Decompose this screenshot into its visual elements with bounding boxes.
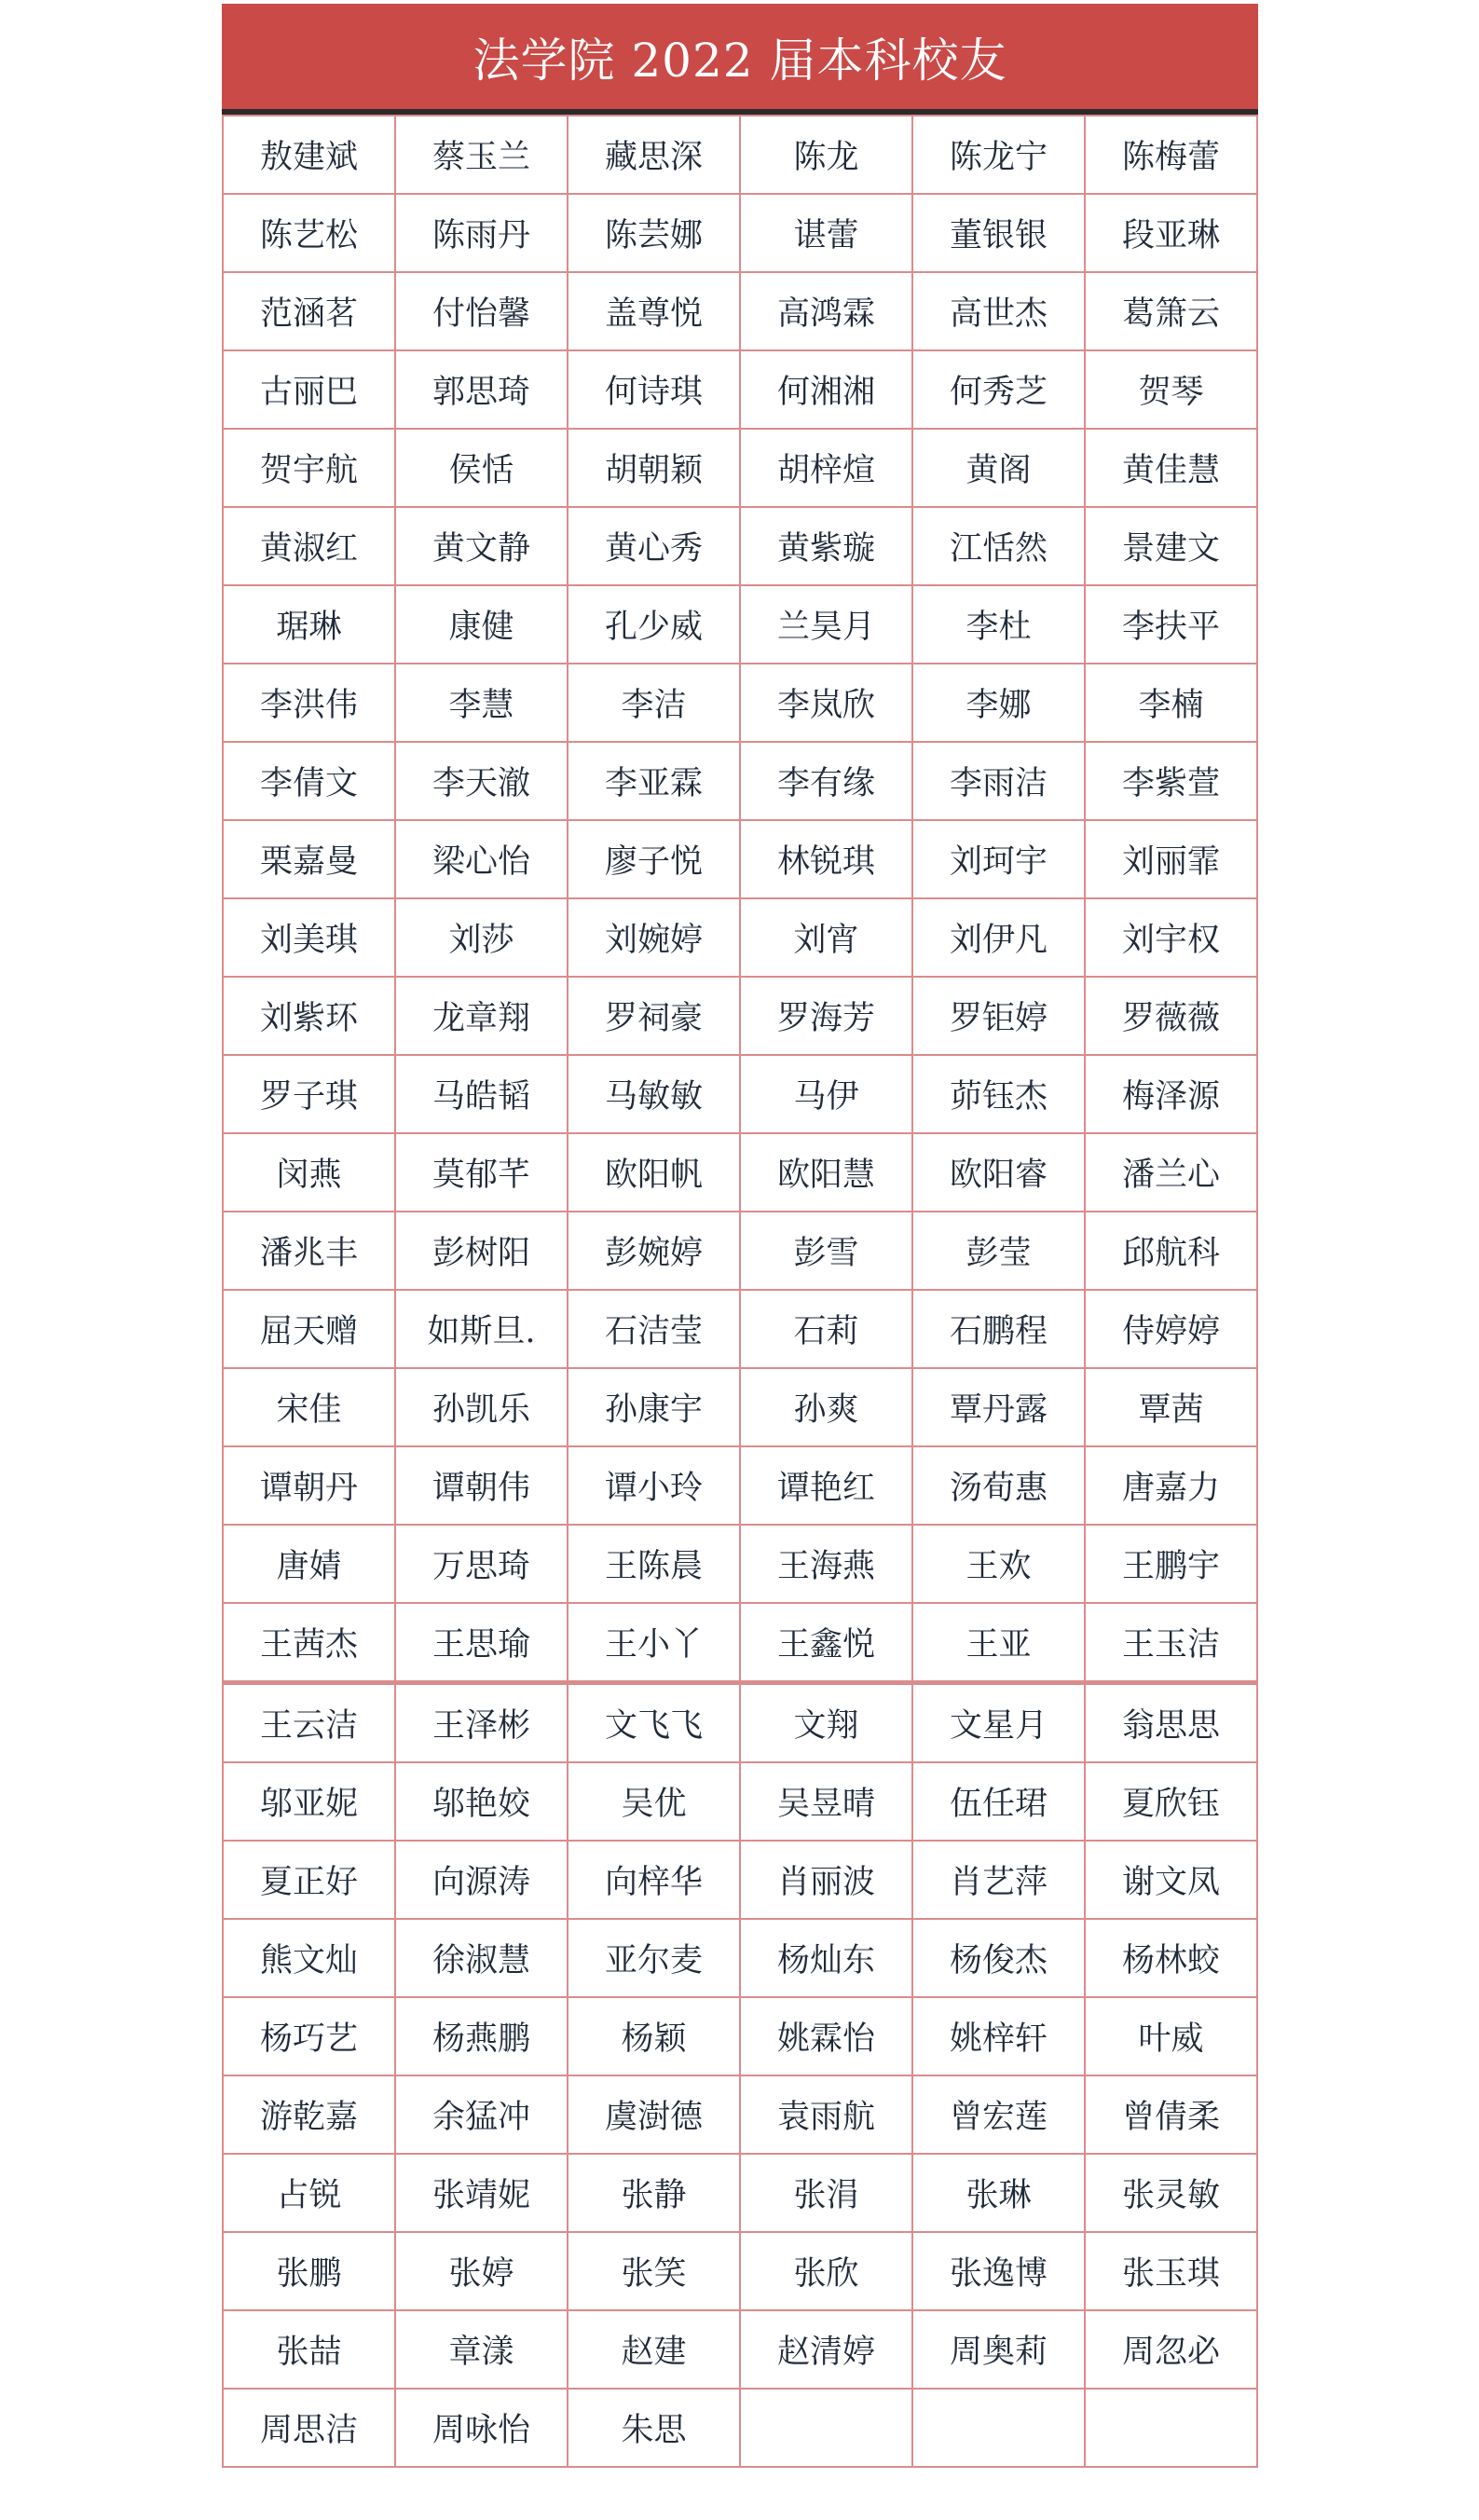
alumni-name: 谭朝丹 — [223, 1446, 395, 1525]
alumni-name: 朱思 — [568, 2389, 740, 2467]
name-row — [223, 1133, 1257, 1212]
alumni-name: 欧阳帆 — [568, 1133, 740, 1212]
alumni-name: 潘兆丰 — [223, 1212, 395, 1290]
alumni-name: 彭婉婷 — [568, 1212, 740, 1290]
alumni-name: 夏欣钰 — [1085, 1762, 1257, 1841]
alumni-name: 王鹏宇 — [1085, 1525, 1257, 1603]
alumni-name: 郭思琦 — [395, 350, 568, 429]
alumni-name: 李倩文 — [223, 742, 395, 820]
alumni-name: 张琳 — [912, 2154, 1085, 2232]
alumni-name: 杨巧艺 — [223, 1997, 395, 2075]
alumni-name: 贺琴 — [1085, 350, 1257, 429]
alumni-name: 夏正好 — [223, 1841, 395, 1919]
alumni-name: 陈龙 — [740, 116, 912, 194]
alumni-name: 陈雨丹 — [395, 194, 568, 272]
alumni-name: 袁雨航 — [740, 2075, 912, 2154]
alumni-name: 王鑫悦 — [740, 1603, 912, 1683]
name-row — [223, 1290, 1257, 1368]
alumni-name: 马皓韬 — [395, 1055, 568, 1133]
alumni-name: 何秀芝 — [912, 350, 1085, 429]
alumni-name: 范涵茗 — [223, 272, 395, 350]
alumni-name: 谢文凤 — [1085, 1841, 1257, 1919]
alumni-name: 杨俊杰 — [912, 1919, 1085, 1997]
empty-cell — [1085, 2389, 1257, 2467]
alumni-name: 刘伊凡 — [912, 898, 1085, 977]
alumni-name: 向源涛 — [395, 1841, 568, 1919]
alumni-name: 欧阳睿 — [912, 1133, 1085, 1212]
alumni-name: 覃丹露 — [912, 1368, 1085, 1446]
alumni-name: 肖丽波 — [740, 1841, 912, 1919]
alumni-name: 覃茜 — [1085, 1368, 1257, 1446]
alumni-name: 叶威 — [1085, 1997, 1257, 2075]
alumni-name: 高世杰 — [912, 272, 1085, 350]
alumni-name: 高鸿霖 — [740, 272, 912, 350]
alumni-name: 曾倩柔 — [1085, 2075, 1257, 2154]
alumni-name: 张靖妮 — [395, 2154, 568, 2232]
alumni-name: 文星月 — [912, 1683, 1085, 1763]
alumni-name: 游乾嘉 — [223, 2075, 395, 2154]
alumni-roster — [222, 4, 1258, 2468]
name-row — [223, 116, 1257, 194]
alumni-name: 唐嘉力 — [1085, 1446, 1257, 1525]
alumni-name: 闵燕 — [223, 1133, 395, 1212]
alumni-name: 罗钜婷 — [912, 977, 1085, 1055]
alumni-name: 付怡馨 — [395, 272, 568, 350]
alumni-name: 王陈晨 — [568, 1525, 740, 1603]
alumni-name: 李杜 — [912, 585, 1085, 664]
alumni-name: 孔少威 — [568, 585, 740, 664]
alumni-name: 蔡玉兰 — [395, 116, 568, 194]
alumni-name: 葛箫云 — [1085, 272, 1257, 350]
alumni-name: 刘婉婷 — [568, 898, 740, 977]
alumni-name: 侯恬 — [395, 429, 568, 507]
alumni-name: 张欣 — [740, 2232, 912, 2310]
name-row — [223, 742, 1257, 820]
alumni-name: 孙爽 — [740, 1368, 912, 1446]
alumni-name: 何湘湘 — [740, 350, 912, 429]
alumni-name: 陈龙宁 — [912, 116, 1085, 194]
alumni-name: 张灵敏 — [1085, 2154, 1257, 2232]
name-row — [223, 1683, 1257, 1763]
alumni-name: 刘宵 — [740, 898, 912, 977]
alumni-name: 李娜 — [912, 664, 1085, 742]
alumni-name: 江恬然 — [912, 507, 1085, 585]
alumni-name: 刘美琪 — [223, 898, 395, 977]
alumni-name: 徐淑慧 — [395, 1919, 568, 1997]
name-row — [223, 1055, 1257, 1133]
alumni-name: 刘莎 — [395, 898, 568, 977]
empty-cell — [740, 2389, 912, 2467]
alumni-name: 王海燕 — [740, 1525, 912, 1603]
alumni-name: 潘兰心 — [1085, 1133, 1257, 1212]
alumni-name: 侍婷婷 — [1085, 1290, 1257, 1368]
name-row — [223, 585, 1257, 664]
alumni-name: 陈艺松 — [223, 194, 395, 272]
name-row — [223, 1997, 1257, 2075]
alumni-name: 周忽必 — [1085, 2310, 1257, 2389]
alumni-name: 杨颖 — [568, 1997, 740, 2075]
name-row — [223, 1919, 1257, 1997]
alumni-name: 文翔 — [740, 1683, 912, 1763]
name-row — [223, 1368, 1257, 1446]
alumni-name: 章漾 — [395, 2310, 568, 2389]
alumni-name: 肖艺萍 — [912, 1841, 1085, 1919]
alumni-name: 王亚 — [912, 1603, 1085, 1683]
alumni-name: 熊文灿 — [223, 1919, 395, 1997]
alumni-name: 贺宇航 — [223, 429, 395, 507]
alumni-name: 王欢 — [912, 1525, 1085, 1603]
name-table — [222, 115, 1258, 2468]
alumni-name: 周奥莉 — [912, 2310, 1085, 2389]
alumni-name: 邱航科 — [1085, 1212, 1257, 1290]
alumni-name: 谌蕾 — [740, 194, 912, 272]
alumni-name: 李楠 — [1085, 664, 1257, 742]
alumni-name: 赵建 — [568, 2310, 740, 2389]
name-row — [223, 2075, 1257, 2154]
empty-cell — [912, 2389, 1085, 2467]
alumni-name: 黄紫璇 — [740, 507, 912, 585]
alumni-name: 李扶平 — [1085, 585, 1257, 664]
alumni-name: 林锐琪 — [740, 820, 912, 898]
alumni-name: 莫郁芊 — [395, 1133, 568, 1212]
name-row — [223, 2232, 1257, 2310]
alumni-name: 余猛冲 — [395, 2075, 568, 2154]
alumni-name: 杨燕鹏 — [395, 1997, 568, 2075]
alumni-name: 石洁莹 — [568, 1290, 740, 1368]
alumni-name: 李洪伟 — [223, 664, 395, 742]
alumni-name: 胡朝颖 — [568, 429, 740, 507]
alumni-name: 姚霖怡 — [740, 1997, 912, 2075]
alumni-name: 石莉 — [740, 1290, 912, 1368]
alumni-name: 李洁 — [568, 664, 740, 742]
alumni-name: 王思瑜 — [395, 1603, 568, 1683]
alumni-name: 琚琳 — [223, 585, 395, 664]
alumni-name: 刘丽霏 — [1085, 820, 1257, 898]
alumni-name: 陈芸娜 — [568, 194, 740, 272]
alumni-name: 罗子琪 — [223, 1055, 395, 1133]
alumni-name: 梁心怡 — [395, 820, 568, 898]
alumni-name: 董银银 — [912, 194, 1085, 272]
alumni-name: 段亚琳 — [1085, 194, 1257, 272]
alumni-name: 伍任珺 — [912, 1762, 1085, 1841]
alumni-name: 彭树阳 — [395, 1212, 568, 1290]
alumni-name: 向梓华 — [568, 1841, 740, 1919]
alumni-name: 欧阳慧 — [740, 1133, 912, 1212]
alumni-name: 亚尔麦 — [568, 1919, 740, 1997]
alumni-name: 李紫萱 — [1085, 742, 1257, 820]
alumni-name: 谭朝伟 — [395, 1446, 568, 1525]
alumni-name: 邬亚妮 — [223, 1762, 395, 1841]
alumni-name: 刘珂宇 — [912, 820, 1085, 898]
alumni-name: 李岚欣 — [740, 664, 912, 742]
alumni-name: 陈梅蕾 — [1085, 116, 1257, 194]
name-row — [223, 350, 1257, 429]
alumni-name: 彭雪 — [740, 1212, 912, 1290]
alumni-name: 姚梓轩 — [912, 1997, 1085, 2075]
name-row — [223, 898, 1257, 977]
alumni-name: 盖尊悦 — [568, 272, 740, 350]
alumni-name: 屈天赠 — [223, 1290, 395, 1368]
alumni-name: 马伊 — [740, 1055, 912, 1133]
alumni-name: 栗嘉曼 — [223, 820, 395, 898]
alumni-name: 敖建斌 — [223, 116, 395, 194]
alumni-name: 李雨洁 — [912, 742, 1085, 820]
alumni-name: 兰昊月 — [740, 585, 912, 664]
name-row — [223, 194, 1257, 272]
alumni-name: 李天澈 — [395, 742, 568, 820]
alumni-name: 马敏敏 — [568, 1055, 740, 1133]
alumni-name: 黄阁 — [912, 429, 1085, 507]
alumni-name: 周咏怡 — [395, 2389, 568, 2467]
alumni-name: 茆钰杰 — [912, 1055, 1085, 1133]
alumni-name: 廖子悦 — [568, 820, 740, 898]
alumni-name: 王小丫 — [568, 1603, 740, 1683]
alumni-name: 古丽巴 — [223, 350, 395, 429]
alumni-name: 如斯旦. — [395, 1290, 568, 1368]
alumni-name: 黄心秀 — [568, 507, 740, 585]
alumni-name: 文飞飞 — [568, 1683, 740, 1763]
alumni-name: 翁思思 — [1085, 1683, 1257, 1763]
alumni-name: 刘宇权 — [1085, 898, 1257, 977]
name-row — [223, 1446, 1257, 1525]
alumni-name: 虞澍德 — [568, 2075, 740, 2154]
name-row — [223, 1841, 1257, 1919]
alumni-name: 曾宏莲 — [912, 2075, 1085, 2154]
alumni-name: 罗薇薇 — [1085, 977, 1257, 1055]
name-row — [223, 1762, 1257, 1841]
alumni-name: 梅泽源 — [1085, 1055, 1257, 1133]
alumni-name: 杨灿东 — [740, 1919, 912, 1997]
alumni-name: 吴优 — [568, 1762, 740, 1841]
alumni-name: 张婷 — [395, 2232, 568, 2310]
alumni-name: 张鹏 — [223, 2232, 395, 2310]
alumni-name: 王泽彬 — [395, 1683, 568, 1763]
alumni-name: 李亚霖 — [568, 742, 740, 820]
alumni-name: 龙章翔 — [395, 977, 568, 1055]
name-row — [223, 1212, 1257, 1290]
name-row — [223, 429, 1257, 507]
alumni-name: 杨林蛟 — [1085, 1919, 1257, 1997]
alumni-name: 罗祠豪 — [568, 977, 740, 1055]
name-row — [223, 820, 1257, 898]
alumni-name: 石鹏程 — [912, 1290, 1085, 1368]
alumni-name: 邬艳姣 — [395, 1762, 568, 1841]
alumni-name: 张喆 — [223, 2310, 395, 2389]
name-row — [223, 664, 1257, 742]
alumni-name: 吴昱晴 — [740, 1762, 912, 1841]
page-title: 法学院 2022 届本科校友 — [222, 4, 1258, 109]
alumni-name: 谭小玲 — [568, 1446, 740, 1525]
alumni-name: 张逸博 — [912, 2232, 1085, 2310]
alumni-name: 胡梓煊 — [740, 429, 912, 507]
name-row — [223, 2389, 1257, 2467]
alumni-name: 孙康宇 — [568, 1368, 740, 1446]
alumni-name: 汤荀惠 — [912, 1446, 1085, 1525]
alumni-name: 张笑 — [568, 2232, 740, 2310]
alumni-name: 占锐 — [223, 2154, 395, 2232]
alumni-name: 唐婧 — [223, 1525, 395, 1603]
alumni-name: 张静 — [568, 2154, 740, 2232]
alumni-name: 藏思深 — [568, 116, 740, 194]
alumni-name: 黄淑红 — [223, 507, 395, 585]
alumni-name: 谭艳红 — [740, 1446, 912, 1525]
alumni-name: 彭莹 — [912, 1212, 1085, 1290]
alumni-name: 周思洁 — [223, 2389, 395, 2467]
name-row — [223, 507, 1257, 585]
alumni-name: 刘紫环 — [223, 977, 395, 1055]
alumni-name: 赵清婷 — [740, 2310, 912, 2389]
alumni-name: 黄佳慧 — [1085, 429, 1257, 507]
alumni-name: 景建文 — [1085, 507, 1257, 585]
alumni-name: 张涓 — [740, 2154, 912, 2232]
alumni-name: 王玉洁 — [1085, 1603, 1257, 1683]
name-row — [223, 1525, 1257, 1603]
name-row — [223, 1603, 1257, 1683]
alumni-name: 康健 — [395, 585, 568, 664]
alumni-name: 王茜杰 — [223, 1603, 395, 1683]
alumni-name: 何诗琪 — [568, 350, 740, 429]
alumni-name: 王云洁 — [223, 1683, 395, 1763]
alumni-name: 万思琦 — [395, 1525, 568, 1603]
alumni-name: 宋佳 — [223, 1368, 395, 1446]
alumni-name: 罗海芳 — [740, 977, 912, 1055]
alumni-name: 张玉琪 — [1085, 2232, 1257, 2310]
alumni-name: 李慧 — [395, 664, 568, 742]
name-table-body — [223, 116, 1257, 2467]
alumni-name: 李有缘 — [740, 742, 912, 820]
name-row — [223, 2154, 1257, 2232]
name-row — [223, 2310, 1257, 2389]
name-row — [223, 977, 1257, 1055]
alumni-name: 黄文静 — [395, 507, 568, 585]
alumni-name: 孙凯乐 — [395, 1368, 568, 1446]
name-row — [223, 272, 1257, 350]
